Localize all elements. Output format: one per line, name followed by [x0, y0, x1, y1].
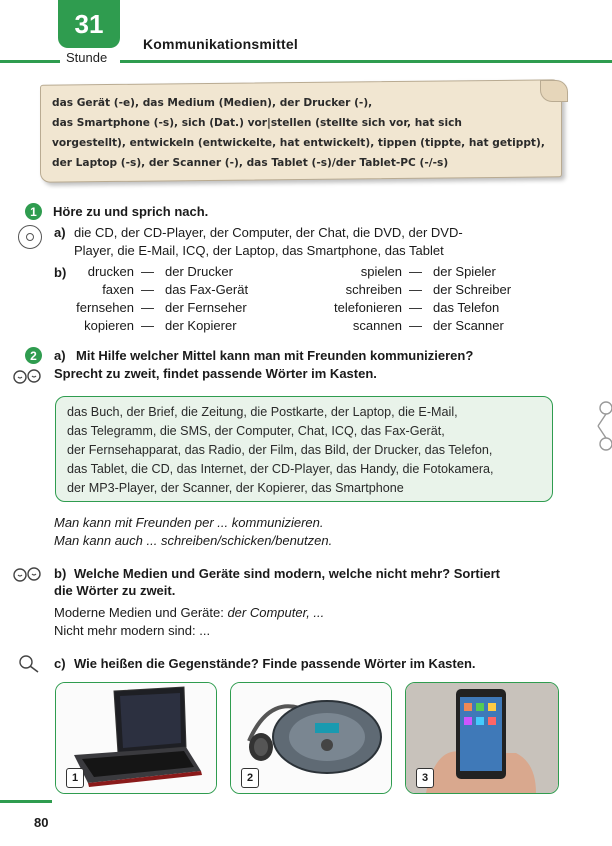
noun-right: das Telefon: [433, 300, 500, 315]
page-number: 80: [34, 815, 49, 830]
word-box-line: der Fernsehapparat, das Radio, der Film, das Bild, der Drucker, das Telefon,: [67, 443, 493, 457]
exercise-1-title: Höre zu und sprich nach.: [53, 204, 209, 219]
exercise-1a-label: a): [54, 225, 66, 240]
search-hand-icon: [16, 652, 42, 679]
exercise-2b-line: Nicht mehr modern sind: ...: [54, 623, 211, 638]
vocab-list: [52, 93, 552, 173]
noun-right: der Schreiber: [433, 282, 512, 297]
noun-left: der Fernseher: [165, 300, 247, 315]
modern-example: der Computer, ...: [227, 605, 325, 620]
verb-right: schreiben: [345, 282, 402, 297]
verb-left: drucken: [87, 264, 134, 279]
vocab-line: vorgestellt), entwickeln (entwickelte, hat entwickelt), tippen (tippte, hat getippt),: [52, 137, 545, 149]
exercise-1a-line: Player, die E-Mail, ICQ, der Laptop, das Smartphone, das Tablet: [74, 243, 444, 258]
exercise-2c-label: c): [54, 656, 66, 671]
vocab-line: das Gerät (-e), das Medium (Medien), der Drucker (-),: [52, 97, 373, 109]
photo-number: 2: [241, 768, 259, 788]
exercise-2b-title: Welche Medien und Geräte sind modern, welche nicht mehr? Sortiert: [74, 566, 500, 581]
dash: —: [409, 282, 422, 297]
lesson-number-badge: 31: [58, 0, 120, 48]
page-title: Kommunikationsmittel: [143, 36, 298, 52]
exercise-1a-line: die CD, der CD-Player, der Computer, der Chat, die DVD, der DVD-: [74, 225, 463, 240]
verb-left: faxen: [102, 282, 134, 297]
dash: —: [409, 300, 422, 315]
dash: —: [409, 318, 422, 333]
dash: —: [141, 300, 154, 315]
example-sentence: Man kann auch ... schreiben/schicken/benutzen.: [54, 533, 333, 548]
exercise-2a-subtitle: Sprecht zu zweit, findet passende Wörter im Kasten.: [54, 366, 377, 381]
noun-left: das Fax-Gerät: [165, 282, 249, 297]
exercise-2c-title: Wie heißen die Gegenstände? Finde passende Wörter im Kasten.: [74, 656, 476, 671]
verb-left: fernsehen: [76, 300, 134, 315]
word-box-line: das Telegramm, die SMS, der Computer, Chat, ICQ, das Fax-Gerät,: [67, 424, 445, 438]
exercise-2b-label: b): [54, 566, 67, 581]
dash: —: [141, 264, 154, 279]
exercise-2b-subtitle: die Wörter zu zweit.: [54, 583, 176, 598]
exercise-2b-line: [54, 604, 324, 622]
vocab-line: der Laptop (-s), der Scanner (-), das Tablet (-s)/der Tablet-PC (-/-s): [52, 157, 449, 169]
word-box-line: das Tablet, die CD, das Internet, der CD-Player, das Handy, die Fotokamera,: [67, 462, 494, 476]
dash: —: [409, 264, 422, 279]
exercise-2a-title: Mit Hilfe welcher Mittel kann man mit Freunden kommunizieren?: [76, 348, 474, 363]
dash: —: [141, 282, 154, 297]
verb-right: spielen: [360, 264, 402, 279]
dash: —: [141, 318, 154, 333]
example-sentence: Man kann mit Freunden per ... kommunizieren.: [54, 515, 324, 530]
exercise-1-number: 1: [25, 203, 42, 220]
noun-left: der Drucker: [165, 264, 233, 279]
verb-right: telefonieren: [334, 300, 402, 315]
noun-left: der Kopierer: [165, 318, 237, 333]
photo-number: 3: [416, 768, 434, 788]
word-box-content: [67, 403, 547, 498]
lesson-label: Stunde: [66, 50, 108, 65]
exercise-2-number: 2: [25, 347, 42, 364]
noun-right: der Spieler: [433, 264, 496, 279]
modern-label: Moderne Medien und Geräte:: [54, 605, 228, 620]
pair-work-icon: [12, 566, 46, 589]
verb-right: scannen: [352, 318, 402, 333]
verb-left: kopieren: [84, 318, 134, 333]
vocab-line: das Smartphone (-s), sich (Dat.) vor|stellen (stellte sich vor, hat sich: [52, 117, 462, 129]
photo-number: 1: [66, 768, 84, 788]
word-box-line: das Buch, der Brief, die Zeitung, die Postkarte, der Laptop, die E-Mail,: [67, 405, 458, 419]
footer-rule: [0, 800, 52, 803]
scissors-icon: [596, 400, 612, 457]
word-box-line: der MP3-Player, der Scanner, der Kopierer, das Smartphone: [67, 481, 404, 495]
cd-audio-icon: [18, 225, 42, 249]
noun-right: der Scanner: [433, 318, 504, 333]
exercise-1b-label: b): [54, 265, 67, 280]
pair-work-icon: [12, 368, 46, 391]
exercise-2a-label: a): [54, 348, 66, 363]
